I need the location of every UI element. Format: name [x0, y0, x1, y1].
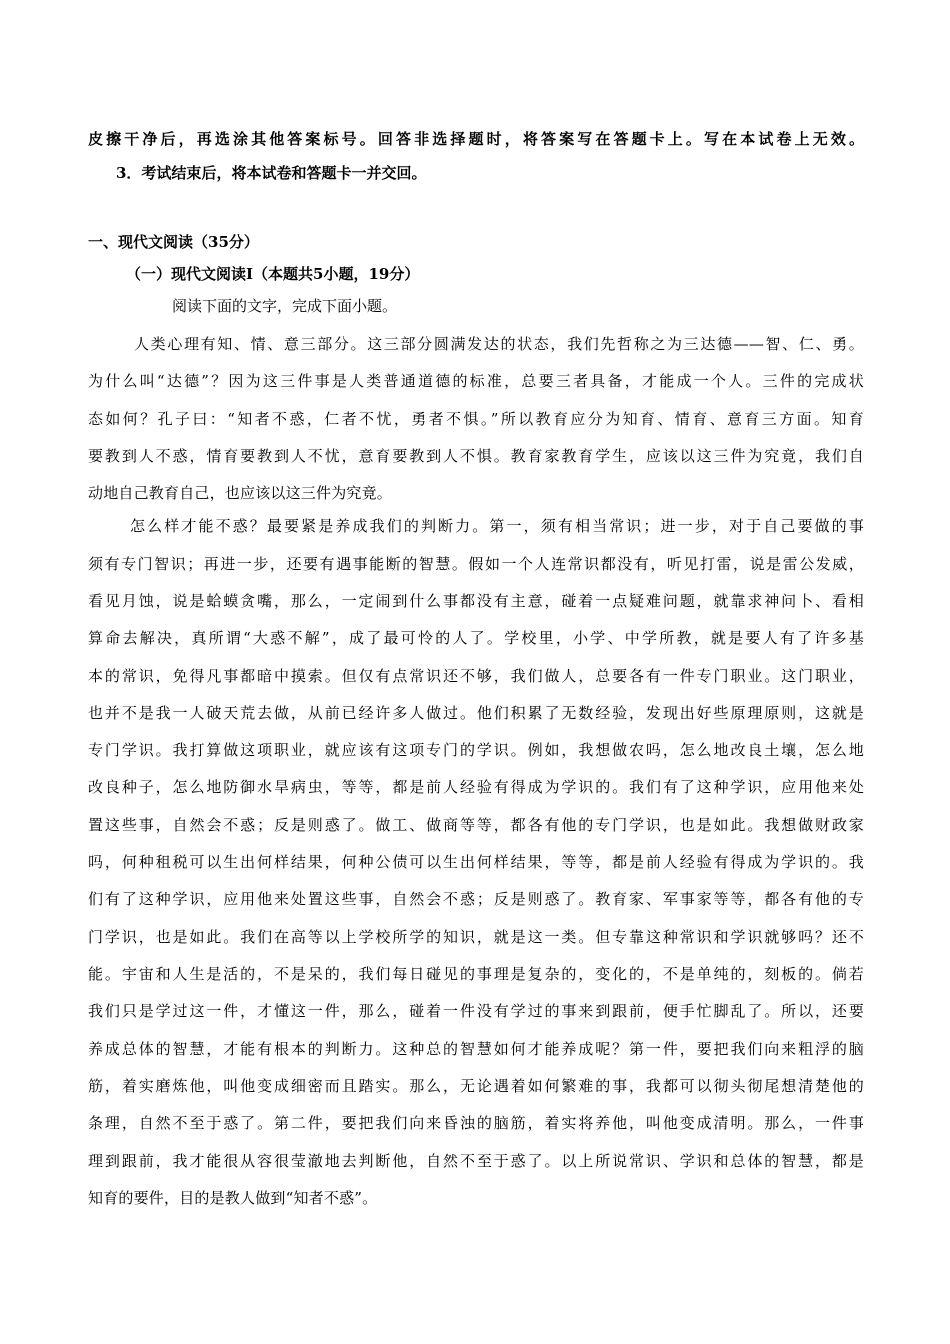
passage-line: 能。宇宙和人生是活的，不是呆的，我们每日碰见的事理是复杂的，变化的，不是单纯的，刻板的。倘若: [88, 965, 864, 983]
passage-line: 吗，何种租税可以生出何样结果，何种公债可以生出何样结果，等等，都是前人经验有得成为学识的。我: [88, 853, 864, 871]
passage-line: 我们只是学过这一件，才懂这一件，那么，碰着一件没有学过的事来到跟前，便手忙脚乱了。所以，还要: [88, 1002, 864, 1020]
passage-line: 改良种子，怎么地防御水旱病虫，等等，都是前人经验有得成为学识的。我们有了这种学识，应用他来处: [88, 778, 864, 796]
passage-line: 知育的要件，目的是教人做到“知者不惑”。: [88, 1189, 378, 1207]
passage-line: 置这些事，自然会不惑；反是则惑了。做工、做商等等，都各有他的专门学识，也是如此。我想做财政家: [88, 816, 864, 834]
passage-line: 条理，自然不至于惑了。第二件，要把我们向来昏浊的脑筋，着实将养他，叫他变成清明。那么，一件事: [88, 1114, 864, 1132]
passage-line: 理到跟前，我才能很从容很莹澈地去判断他，自然不至于惑了。以上所说常识、学识和总体的智慧，都是: [88, 1152, 864, 1170]
passage-line: 要教到人不惑，情育要教到人不忧，意育要教到人不惧。教育家教育学生，应该以这三件为究竟，我们自: [88, 447, 864, 465]
sub-section-heading: （一）现代文阅读Ⅰ（本题共5小题，19分）: [126, 265, 420, 283]
passage-line: 养成总体的智慧，才能有根本的判断力。这种总的智慧如何才能养成呢？第一件，要把我们向来粗浮的脑: [88, 1040, 864, 1058]
passage-line: 怎么样才能不惑？最要紧是养成我们的判断力。第一，须有相当常识；进一步，对于自己要做的事: [130, 517, 864, 535]
passage-line: 算命去解决，真所谓“大惑不解”，成了最可怜的人了。学校里，小学、中学所教，就是要人有了许多基: [88, 629, 864, 647]
passage-line: 本的常识，免得凡事都暗中摸索。但仅有点常识还不够，我们做人，总要各有一件专门职业。这门职业，: [88, 667, 864, 685]
instruction-line-continued: 皮擦干净后，再选涂其他答案标号。回答非选择题时，将答案写在答题卡上。写在本试卷上无效。: [88, 130, 864, 148]
passage-line: 专门学识。我打算做这项职业，就应该有这项专门的学识。例如，我想做农吗，怎么地改良土壤，怎么地: [88, 741, 864, 759]
passage-line: 须有专门智识；再进一步，还要有遇事能断的智慧。假如一个人连常识都没有，听见打雷，说是雷公发威，: [88, 555, 864, 573]
passage-line: 筋，着实磨炼他，叫他变成细密而且踏实。那么，无论遇着如何繁难的事，我都可以彻头彻尾想清楚他的: [88, 1077, 864, 1095]
reading-directive: 阅读下面的文字，完成下面小题。: [172, 297, 398, 315]
passage-line: 们有了这种学识，应用他来处置这些事，自然会不惑；反是则惑了。教育家、军事家等等，都各有他的专: [88, 890, 864, 908]
passage-line: 人类心理有知、情、意三部分。这三部分圆满发达的状态，我们先哲称之为三达德——智、仁、勇。: [134, 335, 864, 353]
passage-line: 门学识，也是如此。我们在高等以上学校所学的知识，就是这一类。但专靠这种常识和学识就够吗？还不: [88, 928, 864, 946]
instruction-item-3: 3．考试结束后，将本试卷和答题卡一并交回。: [116, 164, 427, 182]
section-heading: 一、现代文阅读（35分）: [88, 233, 259, 251]
passage-line: 为什么叫“达德”？因为这三件事是人类普通道德的标准，总要三者具备，才能成一个人。三件的完成状: [88, 372, 864, 390]
passage-line: 也并不是我一人破天荒去做，从前已经许多人做过。他们积累了无数经验，发现出好些原理原则，这就是: [88, 704, 864, 722]
passage-line: 态如何？孔子曰：“知者不惑，仁者不忧，勇者不惧。”所以教育应分为知育、情育、意育三方面。知育: [88, 410, 864, 428]
passage-line: 动地自己教育自己，也应该以这三件为究竟。: [88, 484, 393, 502]
passage-line: 看见月蚀，说是蛤蟆贪嘴，那么，一定闹到什么事都没有主意，碰着一点疑难问题，就靠求神问卜、看相: [88, 592, 864, 610]
